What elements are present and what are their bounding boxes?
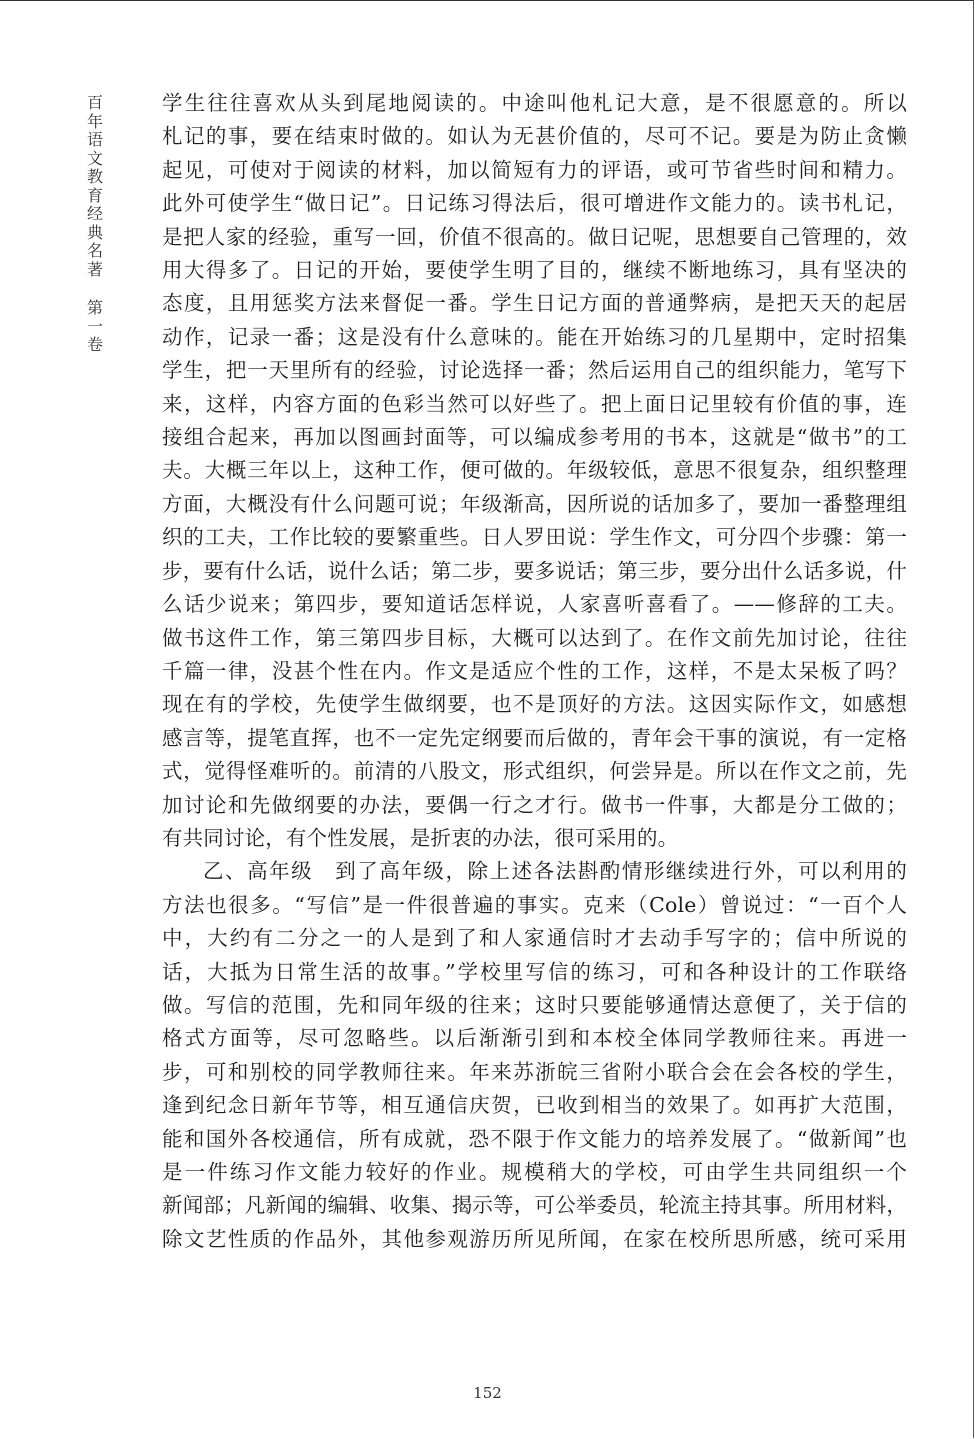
running-head-char: 文	[86, 148, 103, 168]
text-line: 千篇一律，没甚个性在内。作文是适应个性的工作，这样，不是太呆板了吗？	[162, 658, 907, 683]
text-line: 除文艺性质的作品外，其他参观游历所见所闻，在家在校所思所感，统可采用	[162, 1226, 907, 1251]
running-head-char: 名	[86, 241, 103, 260]
text-line: 起见，可使对于阅读的材料，加以简短有力的评语，或可节省些时间和精力。	[162, 157, 907, 182]
body-text	[162, 87, 907, 1256]
text-line: 方面，大概没有什么问题可说；年级渐高，因所说的话加多了，要加一番整理组	[162, 491, 907, 516]
text-line: 格式方面等，尽可忽略些。以后渐渐引到和本校全体同学教师往来。再进一	[162, 1026, 907, 1051]
text-line: 有共同讨论，有个性发展，是折衷的办法，很可采用的。	[162, 825, 679, 850]
text-line: 札记的事，要在结束时做的。如认为无甚价值的，尽可不记。要是为防止贪懒	[162, 124, 907, 149]
text-line: 做书这件工作，第三第四步目标，大概可以达到了。在作文前先加讨论，往往	[162, 625, 907, 650]
text-line: 此外可使学生“做日记”。日记练习得法后，很可增进作文能力的。读书札记，	[162, 191, 907, 216]
text-line: 学生，把一天里所有的经验，讨论选择一番；然后运用自己的组织能力，笔写下	[162, 358, 907, 383]
running-head-volume-char: 一	[86, 316, 103, 336]
text-line: 学生往往喜欢从头到尾地阅读的。中途叫他札记大意，是不很愿意的。所以	[162, 91, 907, 115]
text-line: 步，可和别校的同学教师往来。年来苏浙皖三省附小联合会在会各校的学生，	[162, 1059, 907, 1084]
running-head-char: 年	[86, 111, 103, 131]
text-line: 步，要有什么话，说什么话；第二步，要多说话；第三步，要分出什么话多说，什	[162, 558, 907, 583]
text-line: 中，大约有二分之一的人是到了和人家通信时才去动手写字的；信中所说的	[162, 926, 907, 951]
text-line: 现在有的学校，先使学生做纲要，也不是顶好的方法。这因实际作文，如感想	[162, 692, 907, 717]
text-line: 乙、高年级 到了高年级，除上述各法斟酌情形继续进行外，可以利用的	[203, 859, 907, 884]
running-head-char: 经	[86, 204, 103, 223]
running-head	[84, 94, 106, 355]
text-line: 新闻部；凡新闻的编辑、收集、揭示等，可公举委员，轮流主持其事。所用材料，	[162, 1193, 907, 1218]
text-line: 接组合起来，再加以图画封面等，可以编成参考用的书本，这就是“做书”的工	[162, 425, 907, 450]
text-line: 逢到纪念日新年节等，相互通信庆贺，已收到相当的效果了。如再扩大范围，	[162, 1093, 907, 1118]
text-line: 方法也很多。“写信”是一件很普遍的事实。克来（Cole）曾说过：“一百个人	[162, 892, 907, 917]
text-line: 么话少说来；第四步，要知道话怎样说，人家喜听喜看了。——修辞的工夫。	[162, 592, 907, 617]
text-line: 用大得多了。日记的开始，要使学生明了目的，继续不断地练习，具有坚决的	[162, 258, 907, 283]
text-line: 是把人家的经验，重写一回，价值不很高的。做日记呢，思想要自己管理的，效	[162, 224, 907, 249]
text-line: 来，这样，内容方面的色彩当然可以好些了。把上面日记里较有价值的事，连	[162, 391, 907, 416]
text-line: 做。写信的范围，先和同年级的往来；这时只要能够通情达意便了，关于信的	[162, 992, 907, 1017]
page-number: 152	[473, 1384, 502, 1402]
text-line: 能和国外各校通信，所有成就，恐不限于作文能力的培养发展了。“做新闻”也	[162, 1126, 907, 1151]
running-head-char: 语	[86, 130, 103, 149]
text-line: 式，觉得怪难听的。前清的八股文，形式组织，何尝异是。所以在作文之前，先	[162, 759, 907, 784]
text-line: 是一件练习作文能力较好的作业。规模稍大的学校，可由学生共同组织一个	[162, 1160, 907, 1184]
running-head-volume-char: 第	[86, 298, 103, 317]
text-line: 态度，且用惩奖方法来督促一番。学生日记方面的普通弊病，是把天天的起居	[162, 291, 907, 316]
running-head-char: 典	[86, 222, 103, 242]
running-head-gap	[84, 279, 106, 299]
running-head-char: 教	[86, 167, 103, 186]
text-line: 夫。大概三年以上，这种工作，便可做的。年级较低，意思不很复杂，组织整理	[162, 458, 907, 483]
text-line: 话，大抵为日常生活的故事。”学校里写信的练习，可和各种设计的工作联络	[162, 959, 907, 984]
running-head-char: 百	[86, 93, 103, 112]
running-head-char: 著	[86, 259, 103, 279]
running-head-char: 育	[86, 185, 103, 205]
text-line: 动作，记录一番；这是没有什么意味的。能在开始练习的几星期中，定时招集	[162, 324, 907, 349]
text-line: 感言等，提笔直挥，也不一定先定纲要而后做的，青年会干事的演说，有一定格	[162, 725, 907, 750]
running-head-volume-char: 卷	[86, 335, 103, 354]
text-line: 加讨论和先做纲要的办法，要偶一行之才行。做书一件事，大都是分工做的；	[162, 792, 907, 817]
text-line: 织的工夫，工作比较的要繁重些。日人罗田说：学生作文，可分四个步骤：第一	[162, 525, 907, 550]
